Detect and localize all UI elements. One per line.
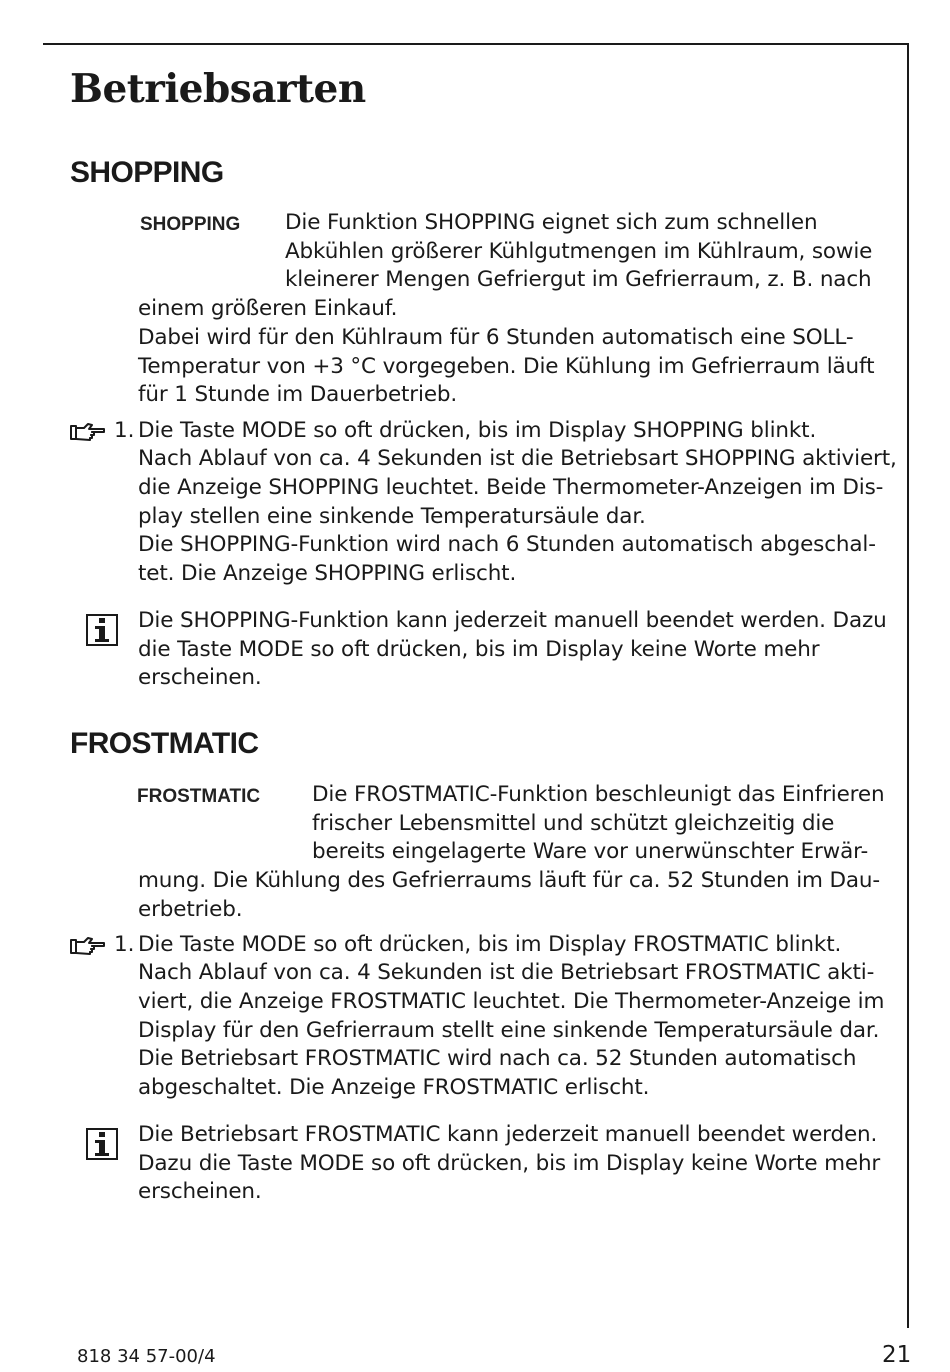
frostmatic-display-tag: FROSTMATIC bbox=[137, 786, 261, 807]
frostmatic-step-line: abgeschaltet. Die Anzeige FROSTMATIC erlischt. bbox=[138, 1075, 650, 1100]
frostmatic-step-number: 1. bbox=[114, 931, 135, 957]
shopping-intro-line: Dabei wird für den Kühlraum für 6 Stunden automatisch eine SOLL- bbox=[138, 324, 854, 350]
shopping-intro-line: für 1 Stunde im Dauerbetrieb. bbox=[138, 382, 458, 408]
info-icon bbox=[86, 1128, 118, 1160]
page-number: 21 bbox=[882, 1342, 912, 1368]
shopping-step-number: 1. bbox=[114, 417, 135, 443]
info-icon bbox=[86, 614, 118, 646]
frostmatic-info-line: Die Betriebsart FROSTMATIC kann jederzeit manuell beendet werden. bbox=[138, 1122, 878, 1147]
shopping-step-line: Die Taste MODE so oft drücken, bis im Display SHOPPING blinkt. bbox=[138, 417, 817, 443]
shopping-step-line: tet. Die Anzeige SHOPPING erlischt. bbox=[138, 561, 517, 586]
shopping-intro-line: Temperatur von +3 °C vorgegeben. Die Kühlung im Gefrierraum läuft bbox=[138, 353, 875, 379]
shopping-intro-line: kleinerer Mengen Gefriergut im Gefrierraum, z. B. nach bbox=[285, 267, 872, 293]
page-title: Betriebsarten bbox=[70, 66, 366, 112]
top-rule bbox=[43, 43, 909, 45]
frostmatic-heading: FROSTMATIC bbox=[70, 727, 259, 760]
frostmatic-step-line: Nach Ablauf von ca. 4 Sekunden ist die Betriebsart FROSTMATIC akti- bbox=[138, 960, 875, 986]
shopping-intro-line: Die Funktion SHOPPING eignet sich zum schnellen bbox=[285, 210, 818, 235]
shopping-step-line: die Anzeige SHOPPING leuchtet. Beide Thermometer-Anzeigen im Dis- bbox=[138, 474, 884, 500]
shopping-step-line: play stellen eine sinkende Temperatursäule dar. bbox=[138, 503, 646, 529]
frostmatic-step-line: Display für den Gefrierraum stellt eine sinkende Temperatursäule dar. bbox=[138, 1017, 880, 1043]
shopping-heading: SHOPPING bbox=[70, 156, 224, 189]
pointing-hand-icon bbox=[70, 935, 106, 957]
right-rule bbox=[907, 43, 909, 1328]
pointing-hand-icon bbox=[70, 421, 106, 443]
shopping-info-line: die Taste MODE so oft drücken, bis im Display keine Worte mehr bbox=[138, 636, 820, 662]
frostmatic-intro-line: bereits eingelagerte Ware vor unerwünschter Erwär- bbox=[312, 839, 869, 865]
shopping-info-line: Die SHOPPING-Funktion kann jederzeit manuell beendet werden. Dazu bbox=[138, 608, 887, 633]
frostmatic-intro-line: mung. Die Kühlung des Gefrierraums läuft für ca. 52 Stunden im Dau- bbox=[138, 868, 881, 894]
shopping-info-line: erscheinen. bbox=[138, 665, 262, 691]
frostmatic-intro-line: frischer Lebensmittel und schützt gleichzeitig die bbox=[312, 810, 835, 836]
shopping-intro-line: Abkühlen größerer Kühlgutmengen im Kühlraum, sowie bbox=[285, 238, 873, 264]
shopping-step-line: Die SHOPPING-Funktion wird nach 6 Stunden automatisch abgeschal- bbox=[138, 532, 876, 558]
document-code: 818 34 57-00/4 bbox=[77, 1346, 216, 1367]
shopping-display-tag: SHOPPING bbox=[140, 214, 241, 235]
shopping-step-line: Nach Ablauf von ca. 4 Sekunden ist die Betriebsart SHOPPING aktiviert, bbox=[138, 446, 897, 472]
frostmatic-step-line: Die Betriebsart FROSTMATIC wird nach ca. 52 Stunden automatisch bbox=[138, 1046, 857, 1072]
frostmatic-info-line: Dazu die Taste MODE so oft drücken, bis im Display keine Worte mehr bbox=[138, 1150, 881, 1176]
frostmatic-intro-line: erbetrieb. bbox=[138, 896, 243, 922]
frostmatic-info-line: erscheinen. bbox=[138, 1179, 262, 1205]
frostmatic-intro-line: Die FROSTMATIC-Funktion beschleunigt das Einfrieren bbox=[312, 782, 885, 807]
frostmatic-step-line: Die Taste MODE so oft drücken, bis im Display FROSTMATIC blinkt. bbox=[138, 931, 842, 957]
frostmatic-step-line: viert, die Anzeige FROSTMATIC leuchtet. Die Thermometer-Anzeige im bbox=[138, 988, 885, 1014]
shopping-intro-line: einem größeren Einkauf. bbox=[138, 296, 398, 322]
